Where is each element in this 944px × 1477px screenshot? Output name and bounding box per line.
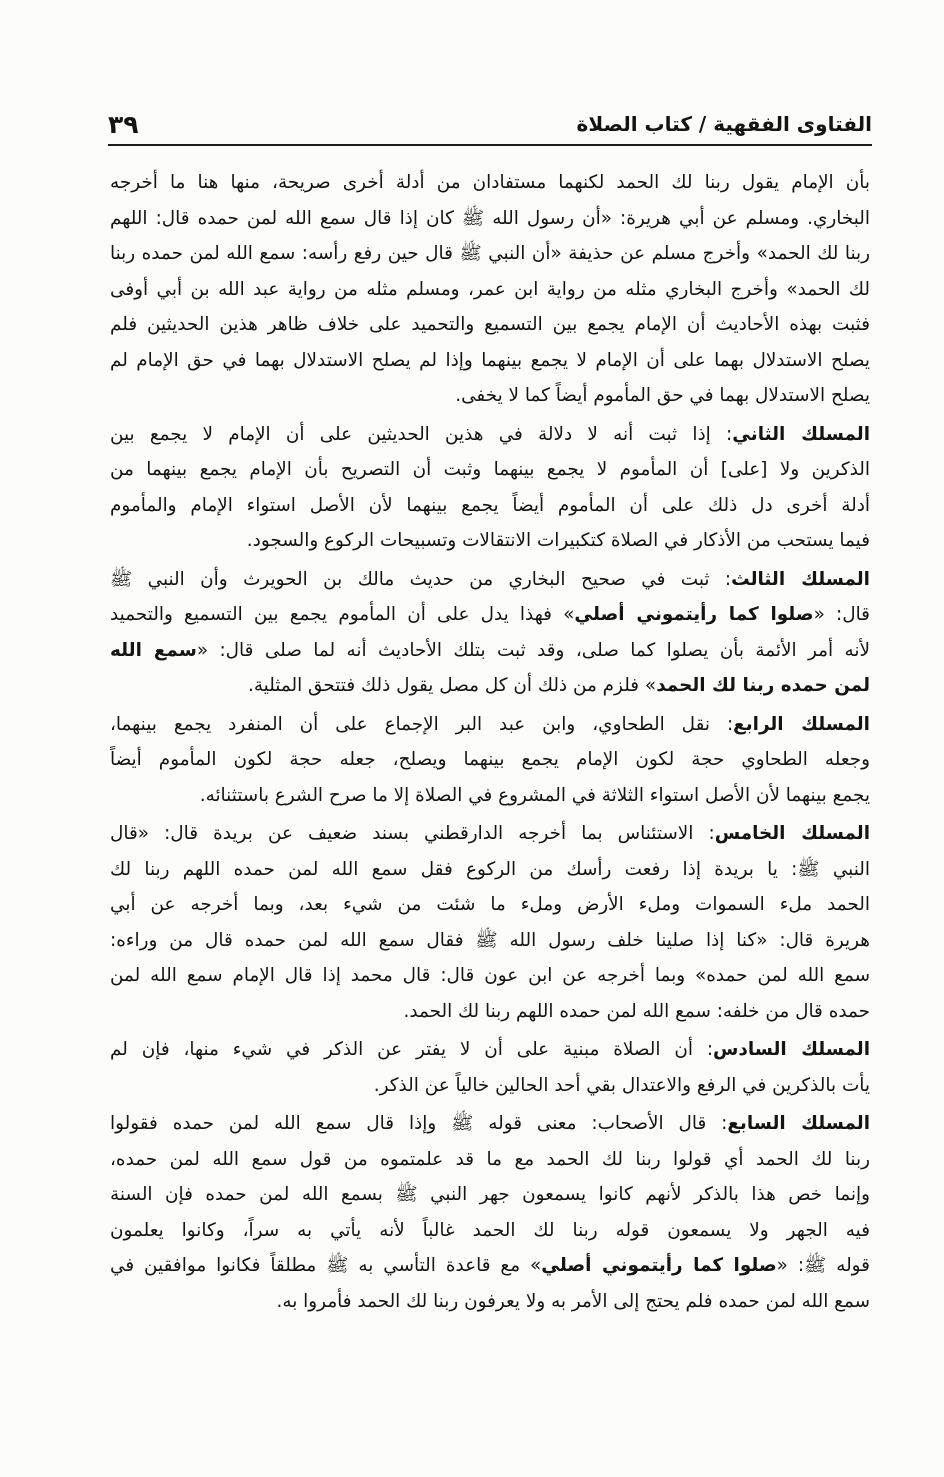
text-line bbox=[110, 1032, 870, 1068]
text-line bbox=[110, 523, 870, 559]
bold-text: المسلك الثالث bbox=[731, 568, 870, 590]
text-line bbox=[110, 1177, 870, 1213]
text-segment: » فهذا يدل على أن المأموم يجمع بين التسميع والتحميد bbox=[110, 604, 575, 625]
text-line bbox=[110, 452, 870, 488]
paragraph bbox=[110, 816, 870, 1029]
text-segment: ربنا لك الحمد» وأخرج مسلم عن حذيفة «أن النبي ﷺ قال حين رفع رأسه: سمع الله لمن حمده ربنا bbox=[110, 243, 870, 264]
text-segment: وجعله الطحاوي حجة لكون الإمام يجمع بينهما ويصلح، جعله حجة لكون المأموم أيضاً bbox=[110, 749, 870, 770]
text-segment: حمده قال من خلفه: سمع الله لمن حمده اللهم ربنا لك الحمد. bbox=[403, 1000, 870, 1022]
text-line bbox=[110, 887, 870, 923]
text-line bbox=[110, 1068, 870, 1104]
text-segment: الذكرين ولا [على] أن المأموم لا يجمع بينهما وثبت أن التصريح بأن الإمام يجمع بينهما من bbox=[110, 459, 870, 480]
text-segment: : أن الصلاة مبنية على أن لا يفتر عن الذكر في شيء منها، فإن لم bbox=[110, 1039, 714, 1060]
text-line bbox=[110, 201, 870, 237]
text-segment: لك الحمد» وأخرج البخاري مثله من رواية ابن عمر، ومسلم مثله من رواية عبد الله بن أبي أوفى bbox=[110, 278, 870, 300]
text-segment: يجمع بينهما لأن الأصل استواء الثلاثة في المشروع في الصلاة إلا ما صرح الشرع باستثنائه. bbox=[199, 784, 870, 806]
paragraph bbox=[110, 1032, 870, 1103]
running-header bbox=[108, 104, 872, 146]
paragraph bbox=[110, 1106, 870, 1319]
bold-text: المسلك الخامس bbox=[714, 823, 871, 844]
text-segment: : نقل الطحاوي، وابن عبد البر الإجماع على أن المنفرد يجمع بينهما، bbox=[110, 713, 734, 735]
text-line bbox=[110, 707, 870, 743]
text-segment: بأن الإمام يقول ربنا لك الحمد لكنهما مستفادان من أدلة أخرى صريحة، منها هنا ما أخرجه bbox=[110, 172, 870, 193]
text-line bbox=[110, 633, 870, 669]
text-segment: قوله ﷺ: « bbox=[776, 1255, 870, 1276]
text-segment: البخاري. ومسلم عن أبي هريرة: «أن رسول الله ﷺ كان إذا قال سمع الله لمن حمده قال: اللهم bbox=[110, 207, 870, 229]
text-line bbox=[110, 994, 870, 1030]
text-segment: ربنا لك الحمد أي قولوا ربنا لك الحمد مع ما قد علمتموه من قول سمع الله لمن حمده، bbox=[110, 1148, 870, 1170]
text-line bbox=[110, 562, 870, 598]
text-segment: فثبت بهذه الأحاديث أن الإمام يجمع بين التسميع والتحميد على خلاف ظاهر هذين الحديثين فلم bbox=[110, 314, 870, 335]
text-segment: سمع الله لمن حمده فلم يحتج إلى الأمر به ولا يعرفون ربنا لك الحمد فأمروا به. bbox=[276, 1290, 870, 1312]
text-segment: فيه الجهر ولا يسمعون قوله ربنا لك الحمد غالباً لأنه يأتي به سراً، وكانوا يعلمون bbox=[110, 1219, 870, 1241]
text-segment: وإنما خص هذا بالذكر لأنهم كانوا يسمعون جهر النبي ﷺ بسمع الله لمن حمده فإن السنة bbox=[110, 1184, 870, 1205]
page-number: ٣٩ bbox=[108, 109, 139, 139]
text-segment: : الاستئناس بما أخرجه الدارقطني بسند ضعيف عن بريدة قال: «قال bbox=[110, 823, 715, 844]
bold-text: صلوا كما رأيتموني أصلي bbox=[574, 604, 814, 625]
text-line bbox=[110, 1142, 870, 1178]
text-line bbox=[110, 488, 870, 524]
text-segment: : قال الأصحاب: معنى قوله ﷺ وإذا قال سمع الله لمن حمده فقولوا bbox=[110, 1113, 728, 1134]
text-line bbox=[110, 816, 870, 852]
text-line bbox=[110, 742, 870, 778]
text-segment: لأنه أمر الأئمة بأن يصلوا كما صلى، وقد ثبت بتلك الأحاديث أنه لما صلى قال: « bbox=[196, 639, 870, 661]
paragraph bbox=[110, 417, 870, 559]
text-line bbox=[110, 1248, 870, 1284]
text-segment: : ثبت في صحيح البخاري من حديث مالك بن الحويرث وأن النبي ﷺ bbox=[110, 568, 732, 590]
text-segment: : إذا ثبت أنه لا دلالة في هذين الحديثين على أن الإمام لا يجمع بين bbox=[110, 423, 733, 445]
text-line bbox=[110, 1284, 870, 1320]
text-segment: سمع الله لمن حمده» وبما أخرجه عن ابن عون قال: قال محمد إذا قال الإمام سمع الله لمن bbox=[110, 965, 870, 986]
paragraph bbox=[110, 562, 870, 704]
text-line bbox=[110, 272, 870, 308]
paragraph bbox=[110, 707, 870, 814]
text-line bbox=[110, 165, 870, 201]
text-line bbox=[110, 778, 870, 814]
text-segment: يصلح الاستدلال بهما على أن الإمام لا يجمع بينهما وإذا لم يصلح الاستدلال بهما في حق الإمام لم bbox=[110, 349, 870, 371]
bold-text: المسلك السابع bbox=[727, 1113, 870, 1134]
text-segment: » مع قاعدة التأسي به ﷺ مطلقاً فكانوا موافقين في bbox=[110, 1255, 542, 1276]
text-segment: الحمد ملء السموات وملء الأرض وملء ما شئت من شيء بعد، وبما أخرجه عن أبي bbox=[110, 894, 870, 915]
text-segment: النبي ﷺ: يا بريدة إذا رفعت رأسك من الركوع فقل سمع الله لمن حمده اللهم ربنا لك bbox=[110, 858, 870, 880]
bold-text: صلوا كما رأيتموني أصلي bbox=[541, 1255, 777, 1276]
text-line bbox=[110, 1106, 870, 1142]
running-header-title: الفتاوى الفقهية / كتاب الصلاة bbox=[576, 112, 872, 136]
text-line bbox=[110, 668, 870, 704]
text-line bbox=[110, 343, 870, 379]
bold-text: المسلك السادس bbox=[713, 1039, 870, 1060]
text-line bbox=[110, 417, 870, 453]
body-text bbox=[110, 165, 870, 1319]
text-line bbox=[110, 958, 870, 994]
text-line bbox=[110, 307, 870, 343]
text-segment: يصلح الاستدلال بهما في حق المأموم أيضاً كما لا يخفى. bbox=[455, 385, 870, 406]
text-segment: فيما يستحب من الأذكار في الصلاة كتكبيرات الانتقالات وتسبيحات الركوع والسجود. bbox=[246, 530, 870, 551]
text-segment: » فلزم من ذلك أن كل مصل يقول ذلك فتتحق المثلية. bbox=[247, 675, 657, 696]
text-line bbox=[110, 378, 870, 414]
text-segment: أدلة أخرى دل ذلك على أن المأموم أيضاً يجمع بينهما لأن الأصل استواء الإمام والمأموم bbox=[110, 494, 870, 516]
text-line bbox=[110, 236, 870, 272]
paragraph bbox=[110, 165, 870, 414]
text-line bbox=[110, 1213, 870, 1249]
bold-text: سمع الله bbox=[110, 639, 197, 661]
text-segment: هريرة قال: «كنا إذا صلينا خلف رسول الله ﷺ فقال سمع الله لمن حمده قال من وراءه: bbox=[110, 929, 870, 951]
text-line bbox=[110, 597, 870, 633]
bold-text: لمن حمده ربنا لك الحمد bbox=[656, 675, 870, 696]
text-line bbox=[110, 923, 870, 959]
text-segment: يأت بالذكرين في الرفع والاعتدال بقي أحد الحالين خالياً عن الذكر. bbox=[373, 1074, 870, 1096]
bold-text: المسلك الرابع bbox=[733, 713, 870, 735]
text-segment: قال: « bbox=[813, 604, 870, 625]
text-line bbox=[110, 852, 870, 888]
bold-text: المسلك الثاني bbox=[732, 423, 870, 445]
